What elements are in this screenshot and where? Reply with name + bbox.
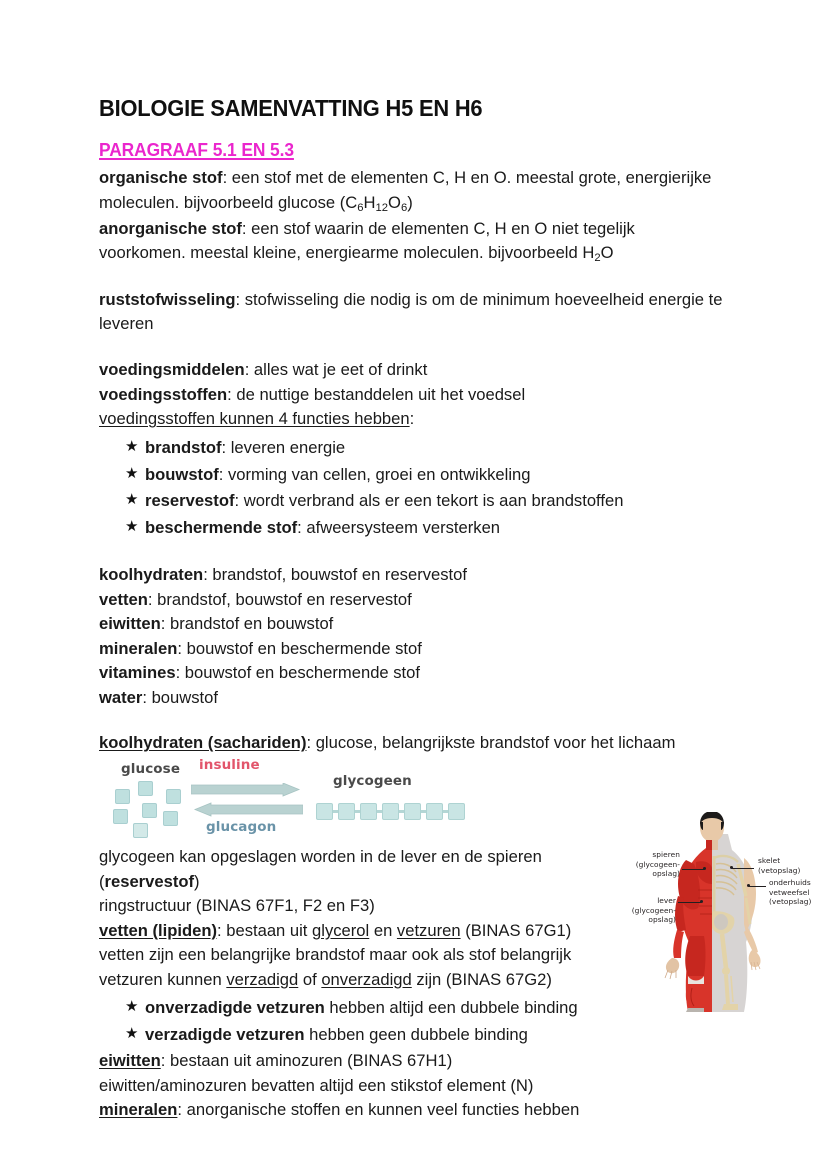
definition-organische-stof: [99, 166, 733, 191]
term-mineralen: mineralen: [99, 1100, 178, 1120]
water-sub: 2: [594, 252, 601, 265]
definition-vetten-lipiden: [99, 919, 733, 944]
definition-mineralen: [99, 1098, 733, 1123]
spacer-2: [99, 337, 733, 358]
spacer-3: [99, 542, 733, 563]
definition-voedingsmiddelen: [99, 358, 733, 383]
voedingsmiddelen-text: : alles wat je eet of drinkt: [244, 359, 428, 379]
glycogen-monomer: [448, 803, 465, 820]
anatomy-label-vetweefsel: [769, 878, 827, 907]
spieren-line-2: (glycogeen-: [635, 859, 680, 869]
anatomy-label-skelet: [758, 856, 824, 875]
lever-line-1: lever: [657, 896, 676, 905]
page-title: BIOLOGIE SAMENVATTING H5 EN H6: [99, 95, 483, 121]
nutrient-line: [99, 686, 733, 711]
glucose-monomer: [115, 789, 130, 804]
list-item: [99, 435, 733, 462]
skelet-line-1: skelet: [758, 856, 781, 865]
fatty-acid-term: onverzadigde vetzuren: [145, 998, 325, 1018]
nutrient-term: koolhydraten: [99, 565, 204, 585]
fatty-acid-term: verzadigde vetzuren: [145, 1025, 305, 1045]
glycogen-monomer: [404, 803, 421, 820]
term-vetten-lipiden: vetten (lipiden): [99, 920, 218, 940]
fatty-acid-text: hebben altijd een dubbele binding: [324, 998, 578, 1018]
fatty-acid-list: [99, 995, 733, 1049]
star-icon: ★: [125, 998, 139, 1016]
glycogen-monomer: [360, 803, 377, 820]
ruststofwisseling-text: : stofwisseling die nodig is om de minimum hoeveelheid energie te leveren: [99, 289, 723, 334]
star-icon: ★: [125, 491, 139, 509]
anorganische-formula-line: [99, 241, 733, 267]
definitions-block-3: [99, 358, 733, 432]
term-voedingsmiddelen: voedingsmiddelen: [99, 359, 245, 379]
definitions-block-2: [99, 288, 733, 337]
function-text: : afweersysteem versterken: [297, 518, 501, 538]
diagram-label-glycogeen: glycogeen: [333, 772, 412, 789]
glycogen-chain: [316, 803, 464, 825]
definition-voedingsstoffen: [99, 383, 733, 408]
definitions-block-1: [99, 166, 733, 267]
term-eiwitten: eiwitten: [99, 1050, 161, 1070]
lever-line-2: (glycogeen-: [631, 905, 676, 915]
spacer-1: [99, 267, 733, 288]
anorganische-text-1: : een stof waarin de elementen C, H en O niet tegelijk: [241, 218, 635, 238]
paren-close: ): [194, 871, 200, 891]
functions-list: [99, 435, 733, 543]
double-arrow-icon: [191, 783, 303, 823]
definition-koolhydraten-sachariden: [99, 731, 733, 756]
diagram-label-glucose: glucose: [121, 760, 181, 777]
nutrient-text: : brandstof en bouwstof: [160, 614, 334, 634]
nutrient-term: vitamines: [99, 663, 176, 683]
functies-colon: :: [409, 409, 415, 429]
term-vetzuren: vetzuren: [396, 920, 461, 940]
list-item: [99, 515, 733, 542]
glycogen-monomer: [382, 803, 399, 820]
mineralen-text: : anorganische stoffen en kunnen veel functies hebben: [177, 1100, 580, 1120]
vetweefsel-line-2: vetweefsel: [769, 887, 810, 897]
glucose-glycogen-diagram: [111, 756, 471, 839]
glucose-monomer: [113, 809, 128, 824]
term-verzadigd: verzadigd: [226, 969, 299, 989]
ringstructuur-line: ringstructuur (BINAS 67F1, F2 en F3): [99, 896, 375, 916]
spacer-4: [99, 710, 733, 731]
nutrient-line: [99, 661, 733, 686]
vetweefsel-line-1: onderhuids: [769, 878, 811, 887]
lever-line-3: opslag): [648, 915, 676, 925]
organische-text-3: ): [407, 192, 413, 212]
star-icon: ★: [125, 518, 139, 536]
nutrient-term: water: [99, 687, 143, 707]
list-item: [99, 1022, 733, 1049]
stikstof-line: eiwitten/aminozuren bevatten altijd een stikstof element (N): [99, 1075, 534, 1095]
spieren-line-3: opslag): [652, 869, 680, 879]
term-onverzadigd: onverzadigd: [321, 969, 412, 989]
section-heading: PARAGRAAF 5.1 EN 5.3: [99, 138, 294, 160]
function-term: beschermende stof: [145, 518, 298, 538]
vetzuren-text-2: of: [298, 969, 322, 989]
function-text: : vorming van cellen, groei en ontwikkeling: [218, 464, 531, 484]
vetzuren-text-1: vetzuren kunnen: [99, 969, 227, 989]
voedingsstoffen-text: : de nuttige bestanddelen uit het voedsel: [227, 384, 526, 404]
vetzuren-saturation-line: [99, 968, 733, 993]
definition-anorganische-stof: [99, 217, 733, 242]
leader-line-skelet: [732, 868, 754, 869]
post-diagram-block: [99, 845, 733, 992]
anorganische-text-2: voorkomen. meestal kleine, energiearme moleculen. bijvoorbeeld H: [99, 243, 595, 263]
glycogen-monomer: [338, 803, 355, 820]
glucose-sub-o: 6: [400, 201, 408, 214]
nutrient-text: : brandstof, bouwstof en reservestof: [147, 589, 412, 609]
organische-text-2: moleculen. bijvoorbeeld glucose (C: [99, 192, 358, 212]
functies-underlined-text: voedingsstoffen kunnen 4 functies hebben: [99, 409, 410, 429]
vetten-text-3: (BINAS 67G1): [460, 920, 572, 940]
glucose-monomer: [166, 789, 181, 804]
glycogeen-storage-line: glycogeen kan opgeslagen worden in de lever en de spieren: [99, 846, 542, 866]
term-glycerol: glycerol: [312, 920, 370, 940]
vetten-text-2: en: [369, 920, 397, 940]
vetweefsel-line-3: (vetopslag): [769, 897, 812, 907]
reservestof-line: [99, 870, 733, 895]
organische-text-1: : een stof met de elementen C, H en O. meestal grote, energierijke: [222, 168, 712, 188]
glucose-h: H: [363, 192, 376, 212]
diagram-label-glucagon: glucagon: [206, 818, 277, 835]
nutrient-term: mineralen: [99, 638, 178, 658]
term-koolhydraten-sachariden: koolhydraten (sachariden): [99, 733, 307, 753]
koolhydraten-text: : glucose, belangrijkste brandstof voor het lichaam: [306, 733, 676, 753]
vetzuren-text-3: zijn (BINAS 67G2): [411, 969, 552, 989]
diagram-label-insuline: insuline: [199, 756, 260, 773]
skelet-line-2: (vetopslag): [758, 865, 801, 875]
nutrient-text: : brandstof, bouwstof en reservestof: [203, 565, 468, 585]
function-term: bouwstof: [145, 464, 219, 484]
glucose-monomer: [138, 781, 153, 796]
glucose-monomer: [163, 811, 178, 826]
nutrient-text: : bouwstof: [142, 687, 218, 707]
nutrient-line: [99, 612, 733, 637]
list-item: [99, 488, 733, 515]
vetten-brandstof-line: vetten zijn een belangrijke brandstof maar ook als stof belangrijk: [99, 945, 572, 965]
glucose-monomer: [142, 803, 157, 818]
glucose-sub-c: 6: [357, 201, 364, 214]
star-icon: ★: [125, 1025, 139, 1043]
nutrient-term: eiwitten: [99, 614, 161, 634]
nutrient-line: [99, 588, 733, 613]
term-organische-stof: organische stof: [99, 168, 223, 188]
glucose-o: O: [388, 192, 401, 212]
star-icon: ★: [125, 437, 139, 455]
reaction-arrows: [191, 783, 303, 823]
definition-eiwitten: [99, 1049, 733, 1074]
nutrient-term: vetten: [99, 589, 148, 609]
term-ruststofwisseling: ruststofwisseling: [99, 289, 236, 309]
nutrient-line: [99, 563, 733, 588]
star-icon: ★: [125, 464, 139, 482]
list-item: [99, 995, 733, 1022]
nutrient-line: [99, 637, 733, 662]
arrow-right-icon: [191, 783, 299, 796]
function-term: brandstof: [145, 437, 222, 457]
organische-formula-line: [99, 191, 733, 217]
carbohydrates-block: [99, 731, 733, 756]
leader-line-vetweefsel: [749, 886, 766, 887]
term-voedingsstoffen: voedingsstoffen: [99, 384, 228, 404]
list-item: [99, 462, 733, 489]
nutrient-text: : bouwstof en beschermende stof: [175, 663, 421, 683]
function-term: reservestof: [145, 491, 235, 511]
closing-block: [99, 1049, 733, 1123]
arrow-left-icon: [195, 803, 303, 816]
definition-ruststofwisseling: [99, 288, 733, 337]
term-anorganische-stof: anorganische stof: [99, 218, 242, 238]
term-reservestof: reservestof: [104, 871, 195, 891]
function-text: : leveren energie: [221, 437, 346, 457]
glucose-monomer: [133, 823, 148, 838]
functies-intro-line: [99, 407, 733, 432]
eiwitten-text: : bestaan uit aminozuren (BINAS 67H1): [160, 1050, 453, 1070]
fatty-acid-text: hebben geen dubbele binding: [304, 1025, 528, 1045]
water-o: O: [600, 243, 614, 263]
glucose-sub-h: 12: [375, 201, 389, 214]
nutrient-text: : bouwstof en beschermende stof: [177, 638, 422, 658]
nutrients-block: [99, 563, 733, 710]
function-text: : wordt verbrand als er een tekort is aan brandstoffen: [234, 491, 624, 511]
glycogen-monomer: [316, 803, 333, 820]
vetten-text-1: : bestaan uit: [217, 920, 313, 940]
paren-open: (: [99, 871, 105, 891]
glycogen-monomer: [426, 803, 443, 820]
spieren-line-1: spieren: [652, 850, 680, 859]
